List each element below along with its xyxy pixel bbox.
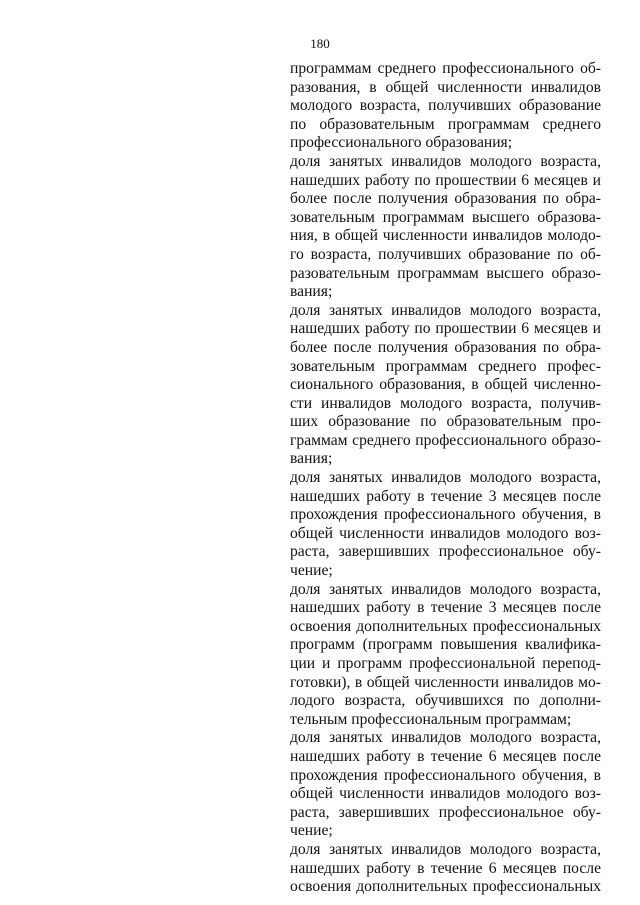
text-line: чение; <box>290 562 333 580</box>
text-line: более после получения образования по обра- <box>290 338 601 356</box>
text-line: общей численности инвалидов молодого воз- <box>290 785 601 803</box>
text-line: вания; <box>290 283 333 301</box>
text-line: готовки), в общей численности инвалидов мо- <box>290 673 601 691</box>
text-line: нашедших работу в течение 6 месяцев после <box>290 747 601 765</box>
text-line: общей численности инвалидов молодого воз- <box>290 524 601 542</box>
body-text <box>290 60 601 897</box>
text-line: доля занятых инвалидов молодого возраста, <box>290 580 601 598</box>
text-line: освоения дополнительных профессиональных <box>290 617 601 635</box>
text-line: программам среднего профессионального об- <box>290 60 601 77</box>
text-line: граммам среднего профессионального образо- <box>290 431 601 449</box>
text-line: сионального образования, в общей численно- <box>290 376 601 394</box>
text-line: молодого возраста, получивших образование <box>290 97 601 115</box>
text-line: прохождения профессионального обучения, в <box>290 506 601 524</box>
text-line: нашедших работу по прошествии 6 месяцев и <box>290 171 601 189</box>
text-line: тельным профессиональным программам; <box>290 710 572 728</box>
text-line: доля занятых инвалидов молодого возраста, <box>290 840 601 858</box>
text-line: зовательным программам среднего профес- <box>290 357 601 375</box>
text-line: чение; <box>290 822 333 840</box>
text-line: ния, в общей численности инвалидов молодо- <box>290 227 601 245</box>
text-line: доля занятых инвалидов молодого возраста, <box>290 729 601 747</box>
text-line: по образовательным программам среднего <box>290 115 601 133</box>
text-line: программ (программ повышения квалифика- <box>290 636 601 654</box>
text-line: прохождения профессионального обучения, в <box>290 766 601 784</box>
page-number: 180 <box>310 36 330 51</box>
text-line: более после получения образования по обра- <box>290 190 601 208</box>
text-line: сти инвалидов молодого возраста, получив- <box>290 394 601 412</box>
text-line: доля занятых инвалидов молодого возраста, <box>290 301 601 319</box>
text-line: раста, завершивших профессиональное обу- <box>290 803 601 821</box>
text-line: разования, в общей численности инвалидов <box>290 78 601 96</box>
text-line: нашедших работу в течение 3 месяцев после <box>290 487 601 505</box>
text-line: зовательным программам высшего образова- <box>290 208 601 226</box>
text-line: го возраста, получивших образование по об- <box>290 245 601 263</box>
text-line: раста, завершивших профессиональное обу- <box>290 543 601 561</box>
text-line: нашедших работу в течение 6 месяцев после <box>290 859 601 877</box>
text-line: доля занятых инвалидов молодого возраста, <box>290 469 601 487</box>
text-line: профессионального образования; <box>290 134 513 152</box>
text-line: ших образование по образовательным про- <box>290 413 601 431</box>
text-line: нашедших работу по прошествии 6 месяцев и <box>290 320 601 338</box>
text-line: освоения дополнительных профессиональных <box>290 878 601 896</box>
text-line: ции и программ профессиональной перепод- <box>290 655 601 672</box>
text-line: нашедших работу в течение 3 месяцев после <box>290 599 601 617</box>
text-line: лодого возраста, обучившихся по дополни- <box>290 692 601 710</box>
text-line: доля занятых инвалидов молодого возраста, <box>290 152 601 170</box>
text-line: вания; <box>290 450 333 468</box>
text-line: разовательным программам высшего образо- <box>290 264 601 282</box>
